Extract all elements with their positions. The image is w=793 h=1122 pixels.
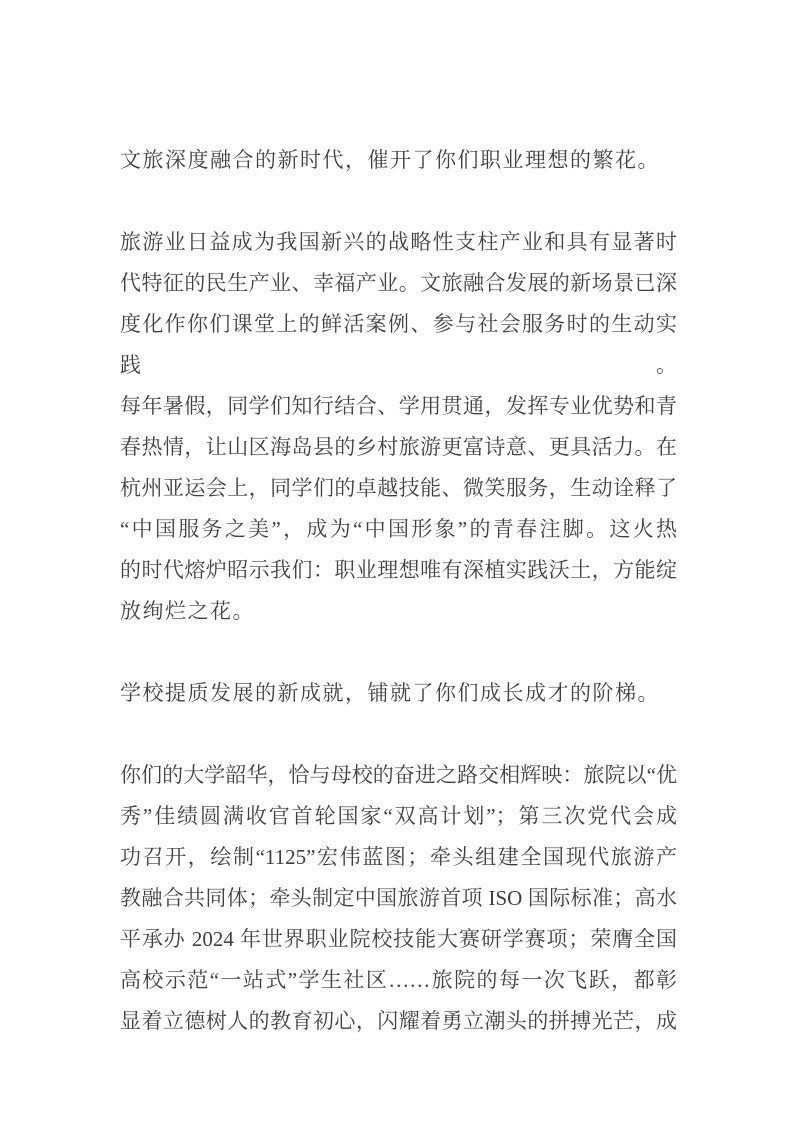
- text-line: 代特征的民生产业、幸福产业。文旅融合发展的新场景已深: [120, 271, 677, 295]
- text-line: 文旅深度融合的新时代，催开了你们职业理想的繁花。: [120, 148, 660, 172]
- text-line: 每年暑假，同学们知行结合、学用贯通，发挥专业优势和青: [120, 394, 677, 418]
- document-body: [120, 140, 677, 1042]
- text-line: 平承办 2024 年世界职业院校技能大赛研学赛项；荣膺全国: [120, 927, 677, 951]
- paragraph: [120, 755, 677, 1042]
- text-line: 学校提质发展的新成就，铺就了你们成长成才的阶梯。: [120, 681, 660, 705]
- text-line: 高校示范“一站式”学生社区……旅院的每一次飞跃，都彰: [120, 968, 677, 992]
- text-line: 秀”佳绩圆满收官首轮国家“双高计划”；第三次党代会成: [120, 804, 677, 828]
- text-line: 功召开，绘制“1125”宏伟蓝图；牵头组建全国现代旅游产: [120, 845, 677, 869]
- text-line: 春热情，让山区海岛县的乡村旅游更富诗意、更具活力。在: [120, 435, 677, 459]
- text-line: 旅游业日益成为我国新兴的战略性支柱产业和具有显著时: [120, 230, 677, 254]
- text-line: 你们的大学韶华，恰与母校的奋进之路交相辉映：旅院以“优: [120, 763, 677, 787]
- text-line: 的时代熔炉昭示我们：职业理想唯有深植实践沃土，方能绽: [120, 558, 677, 582]
- paragraph: [120, 673, 677, 714]
- text-line: 显着立德树人的教育初心，闪耀着勇立潮头的拼搏光芒，成: [120, 1009, 677, 1033]
- paragraph: [120, 140, 677, 181]
- text-line: 教融合共同体；牵头制定中国旅游首项 ISO 国际标准；高水: [120, 886, 677, 910]
- text-line: “中国服务之美”，成为“中国形象”的青春注脚。这火热: [120, 517, 677, 541]
- text-line: 杭州亚运会上，同学们的卓越技能、微笑服务，生动诠释了: [120, 476, 677, 500]
- paragraph: [120, 222, 677, 632]
- text-line: 度化作你们课堂上的鲜活案例、参与社会服务时的生动实践。: [120, 312, 677, 377]
- text-line: 放绚烂之花。: [120, 599, 255, 623]
